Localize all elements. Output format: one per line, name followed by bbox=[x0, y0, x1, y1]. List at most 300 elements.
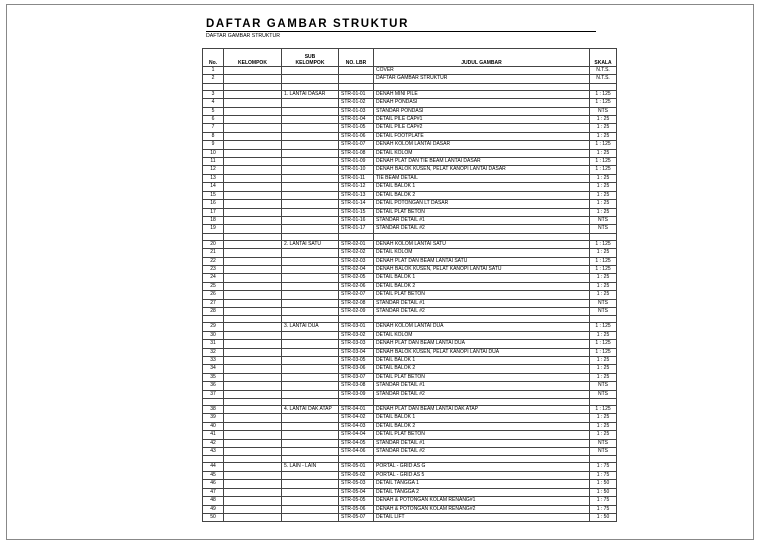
cell-no: 35 bbox=[203, 373, 224, 381]
table-row bbox=[203, 249, 617, 257]
table-header-row bbox=[203, 49, 617, 67]
cell-judul-gambar: DETAIL FOOTPLATE bbox=[374, 132, 590, 140]
cell-judul-gambar: DETAIL PLAT BETON bbox=[374, 291, 590, 299]
cell-no-lbr bbox=[339, 67, 374, 75]
cell-no-lbr: STR-04-03 bbox=[339, 422, 374, 430]
cell-skala: NTS bbox=[590, 448, 617, 456]
table-row bbox=[203, 414, 617, 422]
cell-no-lbr: STR-03-08 bbox=[339, 382, 374, 390]
cell-kelompok bbox=[224, 439, 282, 447]
spacer-cell bbox=[224, 233, 282, 240]
cell-skala: N.T.S. bbox=[590, 75, 617, 83]
table-row bbox=[203, 149, 617, 157]
spacer-cell bbox=[590, 83, 617, 90]
table-row bbox=[203, 257, 617, 265]
cell-kelompok bbox=[224, 200, 282, 208]
cell-judul-gambar: STANDAR DETAIL #2 bbox=[374, 307, 590, 315]
cell-kelompok bbox=[224, 158, 282, 166]
spacer-cell bbox=[282, 233, 339, 240]
cell-no-lbr: STR-01-03 bbox=[339, 107, 374, 115]
cell-skala: 1 : 125 bbox=[590, 166, 617, 174]
cell-kelompok bbox=[224, 265, 282, 273]
cell-judul-gambar: DENAH KOLOM LANTAI DUA bbox=[374, 323, 590, 331]
cell-kelompok bbox=[224, 513, 282, 521]
table-row bbox=[203, 116, 617, 124]
cell-sub-kelompok bbox=[282, 249, 339, 257]
cell-skala: 1 : 50 bbox=[590, 488, 617, 496]
cell-no-lbr: STR-02-09 bbox=[339, 307, 374, 315]
table-row bbox=[203, 406, 617, 414]
cell-no-lbr: STR-01-05 bbox=[339, 124, 374, 132]
table-row bbox=[203, 216, 617, 224]
cell-no-lbr: STR-01-13 bbox=[339, 191, 374, 199]
cell-no-lbr: STR-01-09 bbox=[339, 158, 374, 166]
cell-skala: NTS bbox=[590, 107, 617, 115]
cell-no: 50 bbox=[203, 513, 224, 521]
page-subtitle: DAFTAR GAMBAR STRUKTUR bbox=[206, 33, 280, 39]
cell-no-lbr: STR-02-06 bbox=[339, 282, 374, 290]
table-row bbox=[203, 497, 617, 505]
table-row bbox=[203, 488, 617, 496]
table-row bbox=[203, 75, 617, 83]
spacer-cell bbox=[203, 316, 224, 323]
table-row bbox=[203, 357, 617, 365]
cell-sub-kelompok bbox=[282, 149, 339, 157]
spacer-cell bbox=[339, 233, 374, 240]
table-row bbox=[203, 132, 617, 140]
cell-judul-gambar: TIE BEAM DETAIL bbox=[374, 174, 590, 182]
cell-no: 5 bbox=[203, 107, 224, 115]
cell-judul-gambar: STANDAR DETAIL #1 bbox=[374, 299, 590, 307]
cell-no: 22 bbox=[203, 257, 224, 265]
table-row bbox=[203, 67, 617, 75]
cell-kelompok bbox=[224, 141, 282, 149]
cell-no: 4 bbox=[203, 99, 224, 107]
drawing-list-table bbox=[202, 48, 617, 522]
table-row bbox=[203, 505, 617, 513]
cell-skala: 1 : 125 bbox=[590, 240, 617, 248]
cell-no: 26 bbox=[203, 291, 224, 299]
cell-skala: NTS bbox=[590, 382, 617, 390]
cell-judul-gambar: STANDAR DETAIL #2 bbox=[374, 390, 590, 398]
table-body bbox=[203, 67, 617, 522]
cell-skala: NTS bbox=[590, 390, 617, 398]
cell-no: 2 bbox=[203, 75, 224, 83]
cell-no-lbr: STR-01-12 bbox=[339, 183, 374, 191]
table-row bbox=[203, 225, 617, 233]
cell-skala: 1 : 25 bbox=[590, 373, 617, 381]
spacer-cell bbox=[339, 399, 374, 406]
cell-sub-kelompok bbox=[282, 513, 339, 521]
header-no-lbr: NO. LBR bbox=[339, 49, 374, 67]
cell-no-lbr: STR-02-03 bbox=[339, 257, 374, 265]
cell-kelompok bbox=[224, 274, 282, 282]
cell-skala: 1 : 125 bbox=[590, 265, 617, 273]
group-spacer-row bbox=[203, 83, 617, 90]
cell-no: 25 bbox=[203, 282, 224, 290]
cell-judul-gambar: DENAH PLAT DAN BEAM LANTAI DUA bbox=[374, 340, 590, 348]
table-row bbox=[203, 191, 617, 199]
cell-judul-gambar: DETAIL BALOK 1 bbox=[374, 357, 590, 365]
spacer-cell bbox=[590, 456, 617, 463]
group-spacer-row bbox=[203, 456, 617, 463]
cell-skala: 1 : 25 bbox=[590, 116, 617, 124]
header-kelompok: KELOMPOK bbox=[224, 49, 282, 67]
spacer-cell bbox=[339, 316, 374, 323]
cell-no: 31 bbox=[203, 340, 224, 348]
cell-sub-kelompok bbox=[282, 505, 339, 513]
cell-judul-gambar: DENAH BALOK KUSEN, PELAT KANOPI LANTAI DUA bbox=[374, 348, 590, 356]
table-row bbox=[203, 265, 617, 273]
cell-skala: 1 : 75 bbox=[590, 471, 617, 479]
cell-no: 23 bbox=[203, 265, 224, 273]
spacer-cell bbox=[224, 83, 282, 90]
cell-kelompok bbox=[224, 390, 282, 398]
cell-skala: NTS bbox=[590, 225, 617, 233]
cell-sub-kelompok bbox=[282, 422, 339, 430]
cell-skala: 1 : 75 bbox=[590, 505, 617, 513]
cell-sub-kelompok bbox=[282, 348, 339, 356]
cell-skala: 1 : 25 bbox=[590, 200, 617, 208]
cell-no-lbr: STR-05-06 bbox=[339, 505, 374, 513]
cell-sub-kelompok bbox=[282, 340, 339, 348]
cell-judul-gambar: DETAIL BALOK 2 bbox=[374, 191, 590, 199]
table-row bbox=[203, 513, 617, 521]
cell-kelompok bbox=[224, 132, 282, 140]
cell-no: 12 bbox=[203, 166, 224, 174]
cell-judul-gambar: PORTAL - GRID AS G bbox=[374, 463, 590, 471]
cell-sub-kelompok: 5. LAIN - LAIN bbox=[282, 463, 339, 471]
cell-judul-gambar: STANDAR DETAIL #1 bbox=[374, 382, 590, 390]
cell-no-lbr: STR-02-05 bbox=[339, 274, 374, 282]
spacer-cell bbox=[590, 399, 617, 406]
cell-judul-gambar: DETAIL BALOK 2 bbox=[374, 365, 590, 373]
cell-judul-gambar: STANDAR DETAIL #1 bbox=[374, 216, 590, 224]
cell-judul-gambar: DETAIL BALOK 1 bbox=[374, 183, 590, 191]
cell-skala: 1 : 125 bbox=[590, 323, 617, 331]
spacer-cell bbox=[590, 233, 617, 240]
spacer-cell bbox=[282, 316, 339, 323]
cell-no: 30 bbox=[203, 331, 224, 339]
cell-sub-kelompok: 3. LANTAI DUA bbox=[282, 323, 339, 331]
spacer-cell bbox=[374, 456, 590, 463]
cell-no: 9 bbox=[203, 141, 224, 149]
cell-kelompok bbox=[224, 124, 282, 132]
table-row bbox=[203, 274, 617, 282]
cell-no-lbr: STR-01-15 bbox=[339, 208, 374, 216]
table-row bbox=[203, 158, 617, 166]
cell-judul-gambar: DENAH & POTONGAN KOLAM RENANG#1 bbox=[374, 497, 590, 505]
cell-kelompok bbox=[224, 299, 282, 307]
cell-sub-kelompok bbox=[282, 132, 339, 140]
cell-no: 14 bbox=[203, 183, 224, 191]
table-row bbox=[203, 174, 617, 182]
cell-no: 8 bbox=[203, 132, 224, 140]
cell-kelompok bbox=[224, 282, 282, 290]
cell-kelompok bbox=[224, 90, 282, 98]
spacer-cell bbox=[224, 456, 282, 463]
cell-no: 32 bbox=[203, 348, 224, 356]
cell-skala: 1 : 25 bbox=[590, 183, 617, 191]
cell-no-lbr: STR-01-11 bbox=[339, 174, 374, 182]
table-row bbox=[203, 422, 617, 430]
cell-skala: 1 : 25 bbox=[590, 208, 617, 216]
cell-no-lbr: STR-04-04 bbox=[339, 431, 374, 439]
cell-judul-gambar: DETAIL POTONGAN LT DASAR bbox=[374, 200, 590, 208]
cell-sub-kelompok bbox=[282, 365, 339, 373]
cell-kelompok bbox=[224, 249, 282, 257]
cell-sub-kelompok bbox=[282, 307, 339, 315]
cell-skala: 1 : 125 bbox=[590, 158, 617, 166]
cell-sub-kelompok bbox=[282, 265, 339, 273]
cell-skala: 1 : 125 bbox=[590, 90, 617, 98]
cell-skala: 1 : 125 bbox=[590, 99, 617, 107]
cell-kelompok bbox=[224, 116, 282, 124]
cell-sub-kelompok bbox=[282, 158, 339, 166]
cell-kelompok bbox=[224, 365, 282, 373]
cell-judul-gambar: DETAIL TANGGA 1 bbox=[374, 480, 590, 488]
cell-skala: 1 : 25 bbox=[590, 149, 617, 157]
table-row bbox=[203, 340, 617, 348]
cell-no: 39 bbox=[203, 414, 224, 422]
cell-skala: 1 : 25 bbox=[590, 365, 617, 373]
cell-judul-gambar: STANDAR DETAIL #2 bbox=[374, 448, 590, 456]
cell-no: 49 bbox=[203, 505, 224, 513]
cell-no-lbr: STR-01-16 bbox=[339, 216, 374, 224]
cell-no-lbr: STR-02-01 bbox=[339, 240, 374, 248]
cell-no: 24 bbox=[203, 274, 224, 282]
cell-kelompok bbox=[224, 166, 282, 174]
cell-sub-kelompok bbox=[282, 274, 339, 282]
cell-judul-gambar: DETAIL PLAT BETON bbox=[374, 373, 590, 381]
cell-sub-kelompok bbox=[282, 282, 339, 290]
header-no: No. bbox=[203, 49, 224, 67]
cell-sub-kelompok bbox=[282, 124, 339, 132]
table-row bbox=[203, 463, 617, 471]
cell-skala: NTS bbox=[590, 299, 617, 307]
table-row bbox=[203, 240, 617, 248]
cell-sub-kelompok bbox=[282, 299, 339, 307]
cell-no: 29 bbox=[203, 323, 224, 331]
cell-no: 28 bbox=[203, 307, 224, 315]
cell-no: 7 bbox=[203, 124, 224, 132]
cell-no-lbr: STR-01-02 bbox=[339, 99, 374, 107]
cell-skala: 1 : 25 bbox=[590, 132, 617, 140]
cell-skala: 1 : 25 bbox=[590, 357, 617, 365]
spacer-cell bbox=[339, 456, 374, 463]
cell-kelompok bbox=[224, 480, 282, 488]
header-sub-line2: KELOMPOK bbox=[295, 60, 325, 66]
cell-judul-gambar: STANDAR PONDASI bbox=[374, 107, 590, 115]
cell-kelompok bbox=[224, 208, 282, 216]
cell-no-lbr: STR-01-01 bbox=[339, 90, 374, 98]
cell-judul-gambar: DETAIL BALOK 1 bbox=[374, 274, 590, 282]
table-row bbox=[203, 382, 617, 390]
spacer-cell bbox=[203, 399, 224, 406]
cell-no-lbr bbox=[339, 75, 374, 83]
cell-kelompok bbox=[224, 331, 282, 339]
cell-kelompok bbox=[224, 505, 282, 513]
cell-judul-gambar: STANDAR DETAIL #1 bbox=[374, 439, 590, 447]
table-row bbox=[203, 448, 617, 456]
cell-sub-kelompok bbox=[282, 67, 339, 75]
cell-skala: 1 : 125 bbox=[590, 348, 617, 356]
cell-no: 19 bbox=[203, 225, 224, 233]
cell-sub-kelompok bbox=[282, 116, 339, 124]
cell-kelompok bbox=[224, 414, 282, 422]
cell-sub-kelompok bbox=[282, 141, 339, 149]
cell-skala: 1 : 125 bbox=[590, 141, 617, 149]
cell-judul-gambar: DENAH PONDASI bbox=[374, 99, 590, 107]
cell-judul-gambar: DENAH BALOK KUSEN, PELAT KANOPI LANTAI DASAR bbox=[374, 166, 590, 174]
table-row bbox=[203, 99, 617, 107]
cell-judul-gambar: DETAIL LIFT bbox=[374, 513, 590, 521]
cell-no-lbr: STR-03-02 bbox=[339, 331, 374, 339]
spacer-cell bbox=[203, 83, 224, 90]
spacer-cell bbox=[282, 399, 339, 406]
cell-judul-gambar: DENAH PLAT DAN TIE BEAM LANTAI DASAR bbox=[374, 158, 590, 166]
cell-kelompok bbox=[224, 225, 282, 233]
cell-sub-kelompok bbox=[282, 216, 339, 224]
cell-kelompok bbox=[224, 75, 282, 83]
spacer-cell bbox=[374, 399, 590, 406]
cell-kelompok bbox=[224, 431, 282, 439]
cell-kelompok bbox=[224, 373, 282, 381]
page-title: DAFTAR GAMBAR STRUKTUR bbox=[206, 18, 409, 30]
cell-sub-kelompok: 4. LANTAI DAK ATAP bbox=[282, 406, 339, 414]
cell-no-lbr: STR-05-05 bbox=[339, 497, 374, 505]
table-row bbox=[203, 365, 617, 373]
cell-kelompok bbox=[224, 323, 282, 331]
cell-judul-gambar: DETAIL TANGGA 2 bbox=[374, 488, 590, 496]
cell-no: 34 bbox=[203, 365, 224, 373]
spacer-cell bbox=[590, 316, 617, 323]
cell-skala: 1 : 25 bbox=[590, 422, 617, 430]
cell-sub-kelompok bbox=[282, 174, 339, 182]
cell-no: 33 bbox=[203, 357, 224, 365]
cell-sub-kelompok bbox=[282, 200, 339, 208]
table-row bbox=[203, 373, 617, 381]
cell-no: 21 bbox=[203, 249, 224, 257]
cell-judul-gambar: DETAIL PLAT BETON bbox=[374, 208, 590, 216]
spacer-cell bbox=[374, 316, 590, 323]
cell-sub-kelompok bbox=[282, 257, 339, 265]
cell-no-lbr: STR-04-05 bbox=[339, 439, 374, 447]
cell-judul-gambar: DETAIL KOLOM bbox=[374, 249, 590, 257]
cell-no-lbr: STR-05-03 bbox=[339, 480, 374, 488]
cell-no-lbr: STR-05-02 bbox=[339, 471, 374, 479]
table-row bbox=[203, 439, 617, 447]
spacer-cell bbox=[374, 83, 590, 90]
cell-sub-kelompok bbox=[282, 480, 339, 488]
cell-no-lbr: STR-03-09 bbox=[339, 390, 374, 398]
cell-no-lbr: STR-05-01 bbox=[339, 463, 374, 471]
header-sub-line1: SUB bbox=[304, 54, 316, 60]
table-row bbox=[203, 390, 617, 398]
cell-no-lbr: STR-01-14 bbox=[339, 200, 374, 208]
cell-kelompok bbox=[224, 240, 282, 248]
cell-sub-kelompok bbox=[282, 448, 339, 456]
cell-skala: 1 : 25 bbox=[590, 249, 617, 257]
cell-no: 38 bbox=[203, 406, 224, 414]
cell-judul-gambar: DENAH KOLOM LANTAI SATU bbox=[374, 240, 590, 248]
cell-no: 45 bbox=[203, 471, 224, 479]
cell-skala: 1 : 50 bbox=[590, 480, 617, 488]
table-row bbox=[203, 431, 617, 439]
cell-sub-kelompok bbox=[282, 373, 339, 381]
table-row bbox=[203, 291, 617, 299]
cell-sub-kelompok bbox=[282, 191, 339, 199]
table-row bbox=[203, 166, 617, 174]
cell-kelompok bbox=[224, 497, 282, 505]
cell-kelompok bbox=[224, 174, 282, 182]
cell-kelompok bbox=[224, 191, 282, 199]
cell-no: 3 bbox=[203, 90, 224, 98]
cell-sub-kelompok bbox=[282, 414, 339, 422]
table-row bbox=[203, 107, 617, 115]
table-row bbox=[203, 299, 617, 307]
cell-no: 44 bbox=[203, 463, 224, 471]
cell-kelompok bbox=[224, 340, 282, 348]
cell-kelompok bbox=[224, 422, 282, 430]
cell-sub-kelompok bbox=[282, 107, 339, 115]
cell-skala: 1 : 125 bbox=[590, 340, 617, 348]
cell-no-lbr: STR-02-04 bbox=[339, 265, 374, 273]
cell-judul-gambar: DETAIL PLAT BETON bbox=[374, 431, 590, 439]
cell-no-lbr: STR-01-08 bbox=[339, 149, 374, 157]
cell-judul-gambar: DETAIL BALOK 2 bbox=[374, 282, 590, 290]
cell-skala: 1 : 25 bbox=[590, 431, 617, 439]
cell-no: 41 bbox=[203, 431, 224, 439]
cell-no: 36 bbox=[203, 382, 224, 390]
cell-skala: 1 : 75 bbox=[590, 463, 617, 471]
table-row bbox=[203, 200, 617, 208]
cell-skala: 1 : 25 bbox=[590, 291, 617, 299]
cell-judul-gambar: DETAIL KOLOM bbox=[374, 331, 590, 339]
cell-sub-kelompok bbox=[282, 183, 339, 191]
header-judul-gambar: JUDUL GAMBAR bbox=[374, 49, 590, 67]
cell-kelompok bbox=[224, 448, 282, 456]
table-row bbox=[203, 282, 617, 290]
table-row bbox=[203, 208, 617, 216]
cell-no-lbr: STR-01-17 bbox=[339, 225, 374, 233]
cell-no-lbr: STR-01-04 bbox=[339, 116, 374, 124]
cell-sub-kelompok bbox=[282, 390, 339, 398]
cell-no-lbr: STR-03-03 bbox=[339, 340, 374, 348]
cell-judul-gambar: STANDAR DETAIL #2 bbox=[374, 225, 590, 233]
cell-no: 1 bbox=[203, 67, 224, 75]
title-underline bbox=[206, 31, 596, 32]
cell-skala: 1 : 25 bbox=[590, 191, 617, 199]
spacer-cell bbox=[224, 316, 282, 323]
cell-no-lbr: STR-03-07 bbox=[339, 373, 374, 381]
cell-no-lbr: STR-03-04 bbox=[339, 348, 374, 356]
cell-judul-gambar: DETAIL PILE CAP#1 bbox=[374, 116, 590, 124]
cell-judul-gambar: COVER bbox=[374, 67, 590, 75]
cell-no-lbr: STR-01-10 bbox=[339, 166, 374, 174]
table-row bbox=[203, 183, 617, 191]
cell-no: 6 bbox=[203, 116, 224, 124]
cell-sub-kelompok bbox=[282, 225, 339, 233]
cell-kelompok bbox=[224, 357, 282, 365]
spacer-cell bbox=[203, 233, 224, 240]
cell-no-lbr: STR-03-01 bbox=[339, 323, 374, 331]
spacer-cell bbox=[203, 456, 224, 463]
cell-sub-kelompok bbox=[282, 75, 339, 83]
cell-no-lbr: STR-01-06 bbox=[339, 132, 374, 140]
cell-skala: 1 : 25 bbox=[590, 331, 617, 339]
cell-no-lbr: STR-03-06 bbox=[339, 365, 374, 373]
